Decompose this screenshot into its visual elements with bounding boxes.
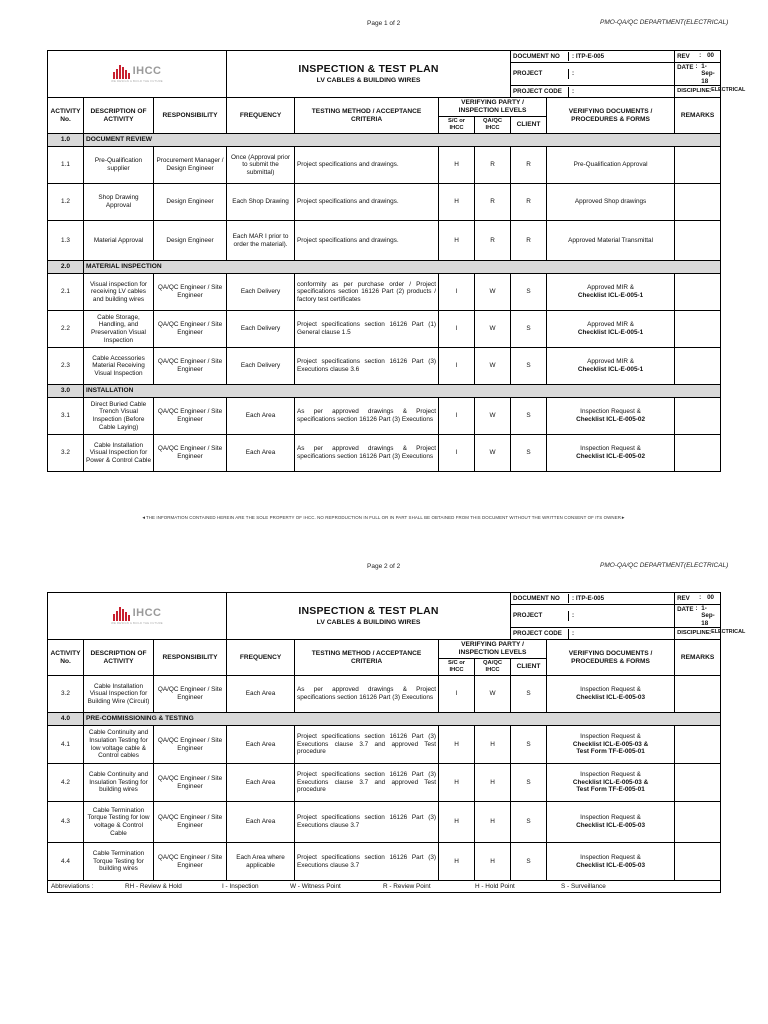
level-qaqc-ihcc: W bbox=[475, 348, 511, 385]
section-title: INSTALLATION bbox=[84, 385, 721, 398]
verifying-documents bbox=[547, 348, 675, 385]
level-client: R bbox=[511, 221, 547, 261]
activity-row bbox=[48, 348, 721, 385]
project-label: PROJECT bbox=[511, 611, 569, 620]
logo-bars-icon bbox=[113, 65, 130, 79]
activity-number: 3.1 bbox=[48, 398, 84, 435]
activity-frequency: Each Delivery bbox=[227, 274, 295, 311]
verifying-doc-line: Inspection Request & bbox=[580, 408, 641, 416]
verifying-doc-line: Inspection Request & bbox=[580, 733, 641, 740]
activity-remarks bbox=[675, 764, 721, 802]
abbr-w: W - Witness Point bbox=[290, 882, 341, 890]
level-client: R bbox=[511, 147, 547, 184]
activity-description: Cable Continuity and Insulation Testing for building wires bbox=[84, 764, 154, 802]
activity-number: 1.2 bbox=[48, 184, 84, 221]
activity-description: Cable Continuity and Insulation Testing for low voltage cable & Control cables bbox=[84, 726, 154, 764]
level-qaqc-ihcc: H bbox=[475, 764, 511, 802]
activity-remarks bbox=[675, 274, 721, 311]
col-frequency: FREQUENCY bbox=[227, 640, 295, 676]
activity-number: 1.1 bbox=[48, 147, 84, 184]
discipline-value: ELECTRICAL bbox=[711, 87, 746, 94]
level-client: S bbox=[511, 274, 547, 311]
activity-method: As per approved drawings & Project specifications section 16126 Part (3) Executions bbox=[295, 398, 439, 435]
activity-row bbox=[48, 311, 721, 348]
activity-responsibility: QA/QC Engineer / Site Engineer bbox=[154, 311, 227, 348]
activity-responsibility: QA/QC Engineer / Site Engineer bbox=[154, 726, 227, 764]
activity-method: Project specifications section 16126 Part (3) Executions clause 3.7 bbox=[295, 843, 439, 881]
verifying-documents bbox=[547, 184, 675, 221]
verifying-documents bbox=[547, 311, 675, 348]
col-activity-no: ACTIVITY No. bbox=[48, 640, 84, 676]
activity-frequency: Each Area bbox=[227, 676, 295, 713]
activity-description: Cable Termination Torque Testing for building wires bbox=[84, 843, 154, 881]
activity-responsibility: Design Engineer bbox=[154, 221, 227, 261]
project-value: : bbox=[572, 70, 575, 78]
verifying-doc-line: Checklist ICL-E-005-1 bbox=[577, 292, 644, 300]
activity-remarks bbox=[675, 221, 721, 261]
activity-method: Project specifications section 16126 Part (3) Executions clause 3.6 bbox=[295, 348, 439, 385]
level-sc-ihcc: H bbox=[439, 843, 475, 881]
verifying-doc-line: Inspection Request & bbox=[580, 686, 641, 694]
level-sc-ihcc: H bbox=[439, 184, 475, 221]
activity-responsibility: QA/QC Engineer / Site Engineer bbox=[154, 843, 227, 881]
verifying-doc-line: Approved Material Transmittal bbox=[568, 236, 653, 244]
activity-method: Project specifications and drawings. bbox=[295, 221, 439, 261]
activity-row bbox=[48, 843, 721, 881]
page2-body bbox=[48, 676, 721, 881]
activity-row bbox=[48, 802, 721, 843]
activity-row bbox=[48, 676, 721, 713]
level-client: S bbox=[511, 398, 547, 435]
section-number: 1.0 bbox=[48, 134, 84, 147]
activity-method: conformity as per purchase order / Project specifications section 16126 Part (2) products / factory test certificates bbox=[295, 274, 439, 311]
level-qaqc-ihcc: W bbox=[475, 435, 511, 472]
verifying-doc-line: Inspection Request & bbox=[580, 445, 641, 453]
verifying-documents bbox=[547, 676, 675, 713]
header-block bbox=[48, 593, 746, 640]
activity-remarks bbox=[675, 802, 721, 843]
docno-value: : ITP-E-005 bbox=[572, 52, 605, 60]
activity-description: Cable Accessories Material Receiving Visual Inspection bbox=[84, 348, 154, 385]
logo-cell bbox=[48, 51, 227, 98]
verifying-doc-line: Pre-Qualification Approval bbox=[573, 161, 648, 169]
level-client: S bbox=[511, 311, 547, 348]
activity-number: 4.2 bbox=[48, 764, 84, 802]
abbr-r: R - Review Point bbox=[383, 882, 431, 890]
confidentiality-note: ◄THE INFORMATION CONTAINED HEREIN ARE THE SOLE PROPERTY OF IHCC. NO REPRODUCTION IN FULL OR IN PART SHALL BE OBTAINED FROM THIS DOCUMENT WITHOUT THE WRITTEN CONSENT OF ITS OWNER► bbox=[141, 515, 626, 520]
level-qaqc-ihcc: W bbox=[475, 274, 511, 311]
activity-responsibility: QA/QC Engineer / Site Engineer bbox=[154, 435, 227, 472]
verifying-doc-line: Inspection Request & bbox=[580, 853, 641, 861]
itp-table-page2 bbox=[47, 592, 746, 893]
col-qaqc-ihcc: QA/QC IHCC bbox=[475, 117, 511, 134]
level-sc-ihcc: H bbox=[439, 764, 475, 802]
col-activity-no: ACTIVITY No. bbox=[48, 98, 84, 134]
activity-number: 4.1 bbox=[48, 726, 84, 764]
rev-value: 00 bbox=[707, 51, 714, 59]
section-title: MATERIAL INSPECTION bbox=[84, 261, 721, 274]
section-row bbox=[48, 261, 721, 274]
abbr-i: I - Inspection bbox=[222, 882, 259, 890]
activity-responsibility: Procurement Manager / Design Engineer bbox=[154, 147, 227, 184]
project-value: : bbox=[572, 612, 575, 620]
activity-remarks bbox=[675, 435, 721, 472]
project-code-value: : bbox=[572, 630, 575, 638]
rev-label: REV bbox=[677, 594, 690, 602]
date-label: DATE bbox=[677, 64, 694, 71]
department-label: PMO-QA/QC DEPARTMENT(ELECTRICAL) bbox=[600, 19, 729, 26]
activity-frequency: Each Area where applicable bbox=[227, 843, 295, 881]
logo-bars-icon bbox=[113, 607, 130, 621]
activity-number: 4.4 bbox=[48, 843, 84, 881]
col-verifying-docs: VERIFYING DOCUMENTS / PROCEDURES & FORMS bbox=[547, 98, 675, 134]
meta-project bbox=[511, 63, 675, 86]
section-number: 2.0 bbox=[48, 261, 84, 274]
col-description: DESCRIPTION OF ACTIVITY bbox=[84, 640, 154, 676]
activity-frequency: Each Delivery bbox=[227, 311, 295, 348]
activity-frequency: Each Area bbox=[227, 726, 295, 764]
discipline-value: ELECTRICAL bbox=[711, 629, 746, 636]
activity-frequency: Once (Approval prior to submit the submittal) bbox=[227, 147, 295, 184]
rev-value: 00 bbox=[707, 593, 714, 601]
activity-number: 1.3 bbox=[48, 221, 84, 261]
logo-tagline: WE DESIGN & BUILD THE FUTURE bbox=[111, 78, 163, 83]
verifying-doc-line: Approved Shop drawings bbox=[574, 198, 647, 206]
date-colon: : bbox=[695, 63, 698, 70]
level-qaqc-ihcc: W bbox=[475, 398, 511, 435]
verifying-doc-line: Approved MIR & bbox=[587, 321, 634, 329]
activity-description: Cable Termination Torque Testing for low voltage & Control Cable bbox=[84, 802, 154, 843]
activity-number: 4.3 bbox=[48, 802, 84, 843]
level-sc-ihcc: I bbox=[439, 348, 475, 385]
verifying-doc-line: Checklist ICL-E-005-03 & bbox=[572, 740, 649, 748]
verifying-documents bbox=[547, 843, 675, 881]
meta-date bbox=[675, 63, 721, 86]
meta-docno bbox=[511, 593, 675, 605]
activity-responsibility: QA/QC Engineer / Site Engineer bbox=[154, 348, 227, 385]
col-testing-method: TESTING METHOD / ACCEPTANCE CRITERIA bbox=[295, 98, 439, 134]
activity-remarks bbox=[675, 726, 721, 764]
level-qaqc-ihcc: R bbox=[475, 147, 511, 184]
activity-frequency: Each Shop Drawing bbox=[227, 184, 295, 221]
activity-description: Cable Installation Visual Inspection for Building Wire (Circuit) bbox=[84, 676, 154, 713]
col-testing-method: TESTING METHOD / ACCEPTANCE CRITERIA bbox=[295, 640, 439, 676]
col-client: CLIENT bbox=[511, 117, 547, 134]
verifying-documents bbox=[547, 221, 675, 261]
activity-frequency: Each Area bbox=[227, 435, 295, 472]
col-remarks: REMARKS bbox=[675, 640, 721, 676]
meta-docno bbox=[511, 51, 675, 63]
level-qaqc-ihcc: W bbox=[475, 676, 511, 713]
title-cell bbox=[227, 593, 511, 640]
section-number: 4.0 bbox=[48, 713, 84, 726]
project-code-value: : bbox=[572, 88, 575, 96]
verifying-documents bbox=[547, 398, 675, 435]
title-cell bbox=[227, 51, 511, 98]
col-responsibility: RESPONSIBILITY bbox=[154, 640, 227, 676]
activity-number: 2.3 bbox=[48, 348, 84, 385]
meta-project bbox=[511, 605, 675, 628]
abbr-s: S - Surveillance bbox=[561, 882, 606, 890]
project-code-label: PROJECT CODE bbox=[511, 629, 569, 638]
activity-row bbox=[48, 726, 721, 764]
company-logo bbox=[111, 607, 163, 625]
activity-row bbox=[48, 184, 721, 221]
verifying-doc-line: Inspection Request & bbox=[580, 814, 641, 822]
col-description: DESCRIPTION OF ACTIVITY bbox=[84, 98, 154, 134]
meta-discipline bbox=[675, 628, 746, 640]
activity-frequency: Each Delivery bbox=[227, 348, 295, 385]
col-sc-ihcc: S/C or IHCC bbox=[439, 659, 475, 676]
abbr-rh: RH - Review & Hold bbox=[125, 882, 182, 890]
level-sc-ihcc: I bbox=[439, 398, 475, 435]
activity-remarks bbox=[675, 348, 721, 385]
level-qaqc-ihcc: R bbox=[475, 184, 511, 221]
col-responsibility: RESPONSIBILITY bbox=[154, 98, 227, 134]
verifying-documents bbox=[547, 274, 675, 311]
col-client: CLIENT bbox=[511, 659, 547, 676]
section-row bbox=[48, 713, 721, 726]
col-verifying-party: VERIFYING PARTY / INSPECTION LEVELS bbox=[439, 98, 547, 117]
verifying-doc-line: Approved MIR & bbox=[587, 284, 634, 292]
section-title: PRE-COMMISSIONING & TESTING bbox=[84, 713, 721, 726]
level-qaqc-ihcc: H bbox=[475, 726, 511, 764]
activity-description: Cable Installation Visual Inspection for Power & Control Cable bbox=[84, 435, 154, 472]
column-headers bbox=[48, 98, 721, 134]
level-client: S bbox=[511, 726, 547, 764]
verifying-doc-line: Checklist ICL-E-005-03 bbox=[576, 694, 645, 702]
activity-method: Project specifications and drawings. bbox=[295, 147, 439, 184]
level-client: S bbox=[511, 764, 547, 802]
activity-responsibility: QA/QC Engineer / Site Engineer bbox=[154, 676, 227, 713]
verifying-doc-line: Test Form TF-E-005-01 bbox=[576, 786, 645, 794]
activity-row bbox=[48, 435, 721, 472]
abbr-label: Abbreviations : bbox=[51, 882, 94, 890]
date-value: 1-Sep-18 bbox=[701, 63, 715, 85]
level-qaqc-ihcc: W bbox=[475, 311, 511, 348]
meta-project-code bbox=[511, 628, 675, 640]
level-sc-ihcc: H bbox=[439, 221, 475, 261]
verifying-documents bbox=[547, 435, 675, 472]
meta-rev bbox=[675, 593, 721, 605]
abbr-h: H - Hold Point bbox=[475, 882, 515, 890]
level-sc-ihcc: I bbox=[439, 676, 475, 713]
activity-method: Project specifications section 16126 Part (3) Executions clause 3.7 bbox=[295, 802, 439, 843]
meta-discipline bbox=[675, 86, 746, 98]
level-qaqc-ihcc: H bbox=[475, 843, 511, 881]
section-number: 3.0 bbox=[48, 385, 84, 398]
verifying-documents bbox=[547, 726, 675, 764]
document-subtitle: LV CABLES & BUILDING WIRES bbox=[316, 76, 421, 84]
activity-description: Material Approval bbox=[84, 221, 154, 261]
activity-method: Project specifications section 16126 Part (3) Executions clause 3.7 and approved Test procedure bbox=[295, 764, 439, 802]
activity-description: Visual inspection for receiving LV cables and building wires bbox=[84, 274, 154, 311]
meta-project-code bbox=[511, 86, 675, 98]
level-client: S bbox=[511, 676, 547, 713]
verifying-doc-line: Checklist ICL-E-005-02 bbox=[576, 453, 645, 461]
activity-description: Cable Storage, Handling, and Preservation Visual Inspection bbox=[84, 311, 154, 348]
level-sc-ihcc: H bbox=[439, 147, 475, 184]
level-qaqc-ihcc: H bbox=[475, 802, 511, 843]
col-frequency: FREQUENCY bbox=[227, 98, 295, 134]
logo-text: IHCC bbox=[132, 607, 162, 620]
activity-row bbox=[48, 764, 721, 802]
level-sc-ihcc: H bbox=[439, 802, 475, 843]
activity-number: 2.2 bbox=[48, 311, 84, 348]
verifying-doc-line: Inspection Request & bbox=[580, 771, 641, 778]
section-row bbox=[48, 134, 721, 147]
verifying-doc-line: Checklist ICL-E-005-03 bbox=[576, 861, 645, 869]
itp-table-page1 bbox=[47, 50, 746, 472]
activity-responsibility: Design Engineer bbox=[154, 184, 227, 221]
level-client: S bbox=[511, 802, 547, 843]
company-logo bbox=[111, 65, 163, 83]
activity-remarks bbox=[675, 676, 721, 713]
date-colon: : bbox=[695, 605, 698, 612]
activity-responsibility: QA/QC Engineer / Site Engineer bbox=[154, 802, 227, 843]
document-title: INSPECTION & TEST PLAN bbox=[298, 63, 439, 76]
meta-rev bbox=[675, 51, 721, 63]
activity-responsibility: QA/QC Engineer / Site Engineer bbox=[154, 764, 227, 802]
abbreviations-row bbox=[48, 881, 721, 893]
header-block bbox=[48, 51, 746, 98]
discipline-colon: : bbox=[709, 629, 712, 637]
activity-method: Project specifications and drawings. bbox=[295, 184, 439, 221]
verifying-doc-line: Checklist ICL-E-005-02 bbox=[576, 416, 645, 424]
level-client: S bbox=[511, 843, 547, 881]
project-label: PROJECT bbox=[511, 69, 569, 78]
docno-value: : ITP-E-005 bbox=[572, 594, 605, 602]
discipline-colon: : bbox=[709, 87, 712, 95]
activity-method: As per approved drawings & Project specifications section 16126 Part (3) Executions bbox=[295, 435, 439, 472]
section-row bbox=[48, 385, 721, 398]
page-number: Page 1 of 2 bbox=[367, 20, 401, 27]
rev-colon: : bbox=[699, 51, 702, 59]
discipline-label: DISCIPLINE bbox=[677, 630, 710, 637]
verifying-doc-line: Checklist ICL-E-005-03 & bbox=[572, 778, 649, 786]
activity-description: Pre-Qualification supplier bbox=[84, 147, 154, 184]
activity-number: 3.2 bbox=[48, 435, 84, 472]
rev-label: REV bbox=[677, 52, 690, 60]
section-title: DOCUMENT REVIEW bbox=[84, 134, 721, 147]
level-sc-ihcc: I bbox=[439, 274, 475, 311]
logo-text: IHCC bbox=[132, 65, 162, 78]
column-headers bbox=[48, 640, 721, 676]
col-verifying-docs: VERIFYING DOCUMENTS / PROCEDURES & FORMS bbox=[547, 640, 675, 676]
department-label: PMO-QA/QC DEPARTMENT(ELECTRICAL) bbox=[600, 562, 729, 569]
activity-responsibility: QA/QC Engineer / Site Engineer bbox=[154, 398, 227, 435]
docno-label: DOCUMENT NO bbox=[511, 52, 569, 61]
abbreviations bbox=[48, 881, 721, 893]
activity-remarks bbox=[675, 398, 721, 435]
level-qaqc-ihcc: R bbox=[475, 221, 511, 261]
col-sc-ihcc: S/C or IHCC bbox=[439, 117, 475, 134]
activity-frequency: Each MAR I prior to order the material). bbox=[227, 221, 295, 261]
document-subtitle: LV CABLES & BUILDING WIRES bbox=[316, 618, 421, 626]
level-sc-ihcc: I bbox=[439, 435, 475, 472]
activity-row bbox=[48, 274, 721, 311]
level-client: S bbox=[511, 348, 547, 385]
activity-row bbox=[48, 147, 721, 184]
activity-responsibility: QA/QC Engineer / Site Engineer bbox=[154, 274, 227, 311]
activity-remarks bbox=[675, 311, 721, 348]
verifying-documents bbox=[547, 802, 675, 843]
document-title: INSPECTION & TEST PLAN bbox=[298, 605, 439, 618]
activity-number: 2.1 bbox=[48, 274, 84, 311]
level-client: S bbox=[511, 435, 547, 472]
verifying-doc-line: Approved MIR & bbox=[587, 358, 634, 366]
col-verifying-party: VERIFYING PARTY / INSPECTION LEVELS bbox=[439, 640, 547, 659]
date-value: 1-Sep-18 bbox=[701, 605, 715, 627]
logo-tagline: WE DESIGN & BUILD THE FUTURE bbox=[111, 620, 163, 625]
activity-frequency: Each Area bbox=[227, 764, 295, 802]
activity-row bbox=[48, 221, 721, 261]
verifying-doc-line: Checklist ICL-E-005-1 bbox=[577, 329, 644, 337]
activity-method: As per approved drawings & Project specifications section 16126 Part (3) Executions bbox=[295, 676, 439, 713]
discipline-label: DISCIPLINE bbox=[677, 88, 710, 95]
activity-row bbox=[48, 398, 721, 435]
verifying-documents bbox=[547, 764, 675, 802]
activity-remarks bbox=[675, 147, 721, 184]
logo-cell bbox=[48, 593, 227, 640]
activity-frequency: Each Area bbox=[227, 398, 295, 435]
activity-remarks bbox=[675, 184, 721, 221]
activity-method: Project specifications section 16126 Part (3) Executions clause 3.7 and approved Test procedure bbox=[295, 726, 439, 764]
verifying-documents bbox=[547, 147, 675, 184]
activity-remarks bbox=[675, 843, 721, 881]
activity-description: Shop Drawing Approval bbox=[84, 184, 154, 221]
activity-method: Project specifications section 16126 Part (1) General clause 1.5 bbox=[295, 311, 439, 348]
meta-date bbox=[675, 605, 721, 628]
page-number: Page 2 of 2 bbox=[367, 563, 401, 570]
docno-label: DOCUMENT NO bbox=[511, 594, 569, 603]
date-label: DATE bbox=[677, 606, 694, 613]
page1-body bbox=[48, 134, 721, 472]
activity-number: 3.2 bbox=[48, 676, 84, 713]
verifying-doc-line: Checklist ICL-E-005-1 bbox=[577, 366, 644, 374]
col-qaqc-ihcc: QA/QC IHCC bbox=[475, 659, 511, 676]
rev-colon: : bbox=[699, 593, 702, 601]
level-sc-ihcc: H bbox=[439, 726, 475, 764]
activity-frequency: Each Area bbox=[227, 802, 295, 843]
level-client: R bbox=[511, 184, 547, 221]
verifying-doc-line: Test Form TF-E-005-01 bbox=[576, 748, 645, 756]
activity-description: Direct Buried Cable Trench Visual Inspection (Before Cable Laying) bbox=[84, 398, 154, 435]
col-remarks: REMARKS bbox=[675, 98, 721, 134]
level-sc-ihcc: I bbox=[439, 311, 475, 348]
verifying-doc-line: Checklist ICL-E-005-03 bbox=[576, 822, 645, 830]
project-code-label: PROJECT CODE bbox=[511, 87, 569, 96]
